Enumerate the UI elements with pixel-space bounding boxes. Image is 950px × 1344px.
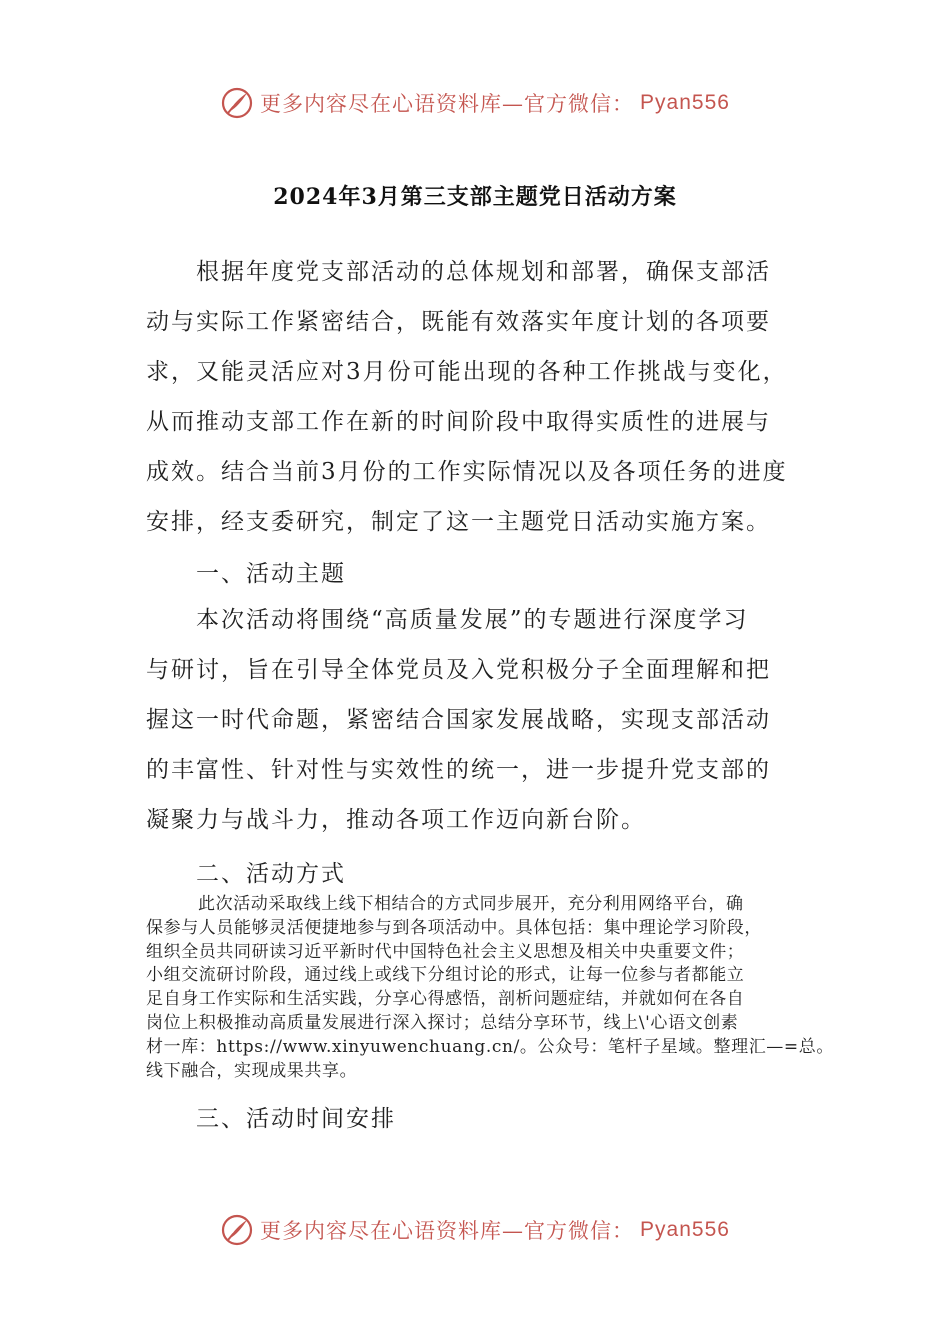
- watermark-wechat-id: Pyan556: [640, 91, 730, 114]
- quill-logo-icon: [220, 1213, 254, 1247]
- paragraph-line: 安排，经支委研究，制定了这一主题党日活动实施方案。: [146, 509, 771, 535]
- paragraph-line: 线下融合，实现成果共享。: [146, 1060, 358, 1081]
- section-heading-theme: 一、活动主题: [196, 561, 346, 587]
- paragraph-line: 凝聚力与战斗力，推动各项工作迈向新台阶。: [146, 807, 646, 833]
- paragraph-line: 与研讨，旨在引导全体党员及入党积极分子全面理解和把: [146, 657, 771, 683]
- paragraph-line: 从而推动支部工作在新的时间阶段中取得实质性的进展与: [146, 409, 771, 435]
- paragraph-line: 此次活动采取线上线下相结合的方式同步展开，充分利用网络平台，确: [198, 894, 744, 914]
- intro-paragraph: [146, 247, 788, 547]
- document-title: 2024年3月第三支部主题党日活动方案: [273, 184, 677, 210]
- quill-logo-icon: [220, 86, 254, 120]
- paragraph-line: 小组交流研讨阶段，通过线上或线下分组讨论的形式，让每一位参与者都能立: [146, 965, 745, 986]
- watermark-text: 更多内容尽在心语资料库—官方微信：: [260, 92, 635, 116]
- paragraph-line: 岗位上积极推动高质量发展进行深入探讨；总结分享环节，线上\'心语文创素: [146, 1012, 739, 1033]
- section-heading-method: 二、活动方式: [196, 861, 346, 887]
- paragraph-line: 动与实际工作紧密结合，既能有效落实年度计划的各项要: [146, 309, 771, 335]
- paragraph-line: 足自身工作实际和生活实践，分享心得感悟，剖析问题症结，并就如何在各自: [146, 989, 745, 1010]
- watermark-wechat-id: Pyan556: [640, 1218, 730, 1241]
- watermark-text: 更多内容尽在心语资料库—官方微信：: [260, 1219, 635, 1243]
- paragraph-line: 的丰富性、针对性与实效性的统一，进一步提升党支部的: [146, 757, 771, 783]
- paragraph-line: 材一库：https://www.xinyuwenchuang.cn/。公众号：笔杆子星域。整理汇—=总。: [146, 1036, 834, 1057]
- section-heading-schedule: 三、活动时间安排: [196, 1106, 396, 1132]
- theme-paragraph: [146, 595, 771, 845]
- paragraph-line: 握这一时代命题，紧密结合国家发展战略，实现支部活动: [146, 707, 771, 733]
- paragraph-line: 成效。结合当前3月份的工作实际情况以及各项任务的进度: [146, 459, 788, 485]
- paragraph-line: 求，又能灵活应对3月份可能出现的各种工作挑战与变化，: [146, 359, 788, 385]
- paragraph-line: 保参与人员能够灵活便捷地参与到各项活动中。具体包括：集中理论学习阶段，: [146, 917, 762, 938]
- method-paragraph: [146, 893, 834, 1083]
- paragraph-line: 根据年度党支部活动的总体规划和部署，确保支部活: [196, 259, 771, 285]
- paragraph-line: 本次活动将围绕“高质量发展”的专题进行深度学习: [196, 607, 749, 633]
- watermark-footer: [0, 1210, 950, 1250]
- paragraph-line: 组织全员共同研读习近平新时代中国特色社会主义思想及相关中央重要文件；: [146, 941, 745, 962]
- watermark-header: [0, 83, 950, 123]
